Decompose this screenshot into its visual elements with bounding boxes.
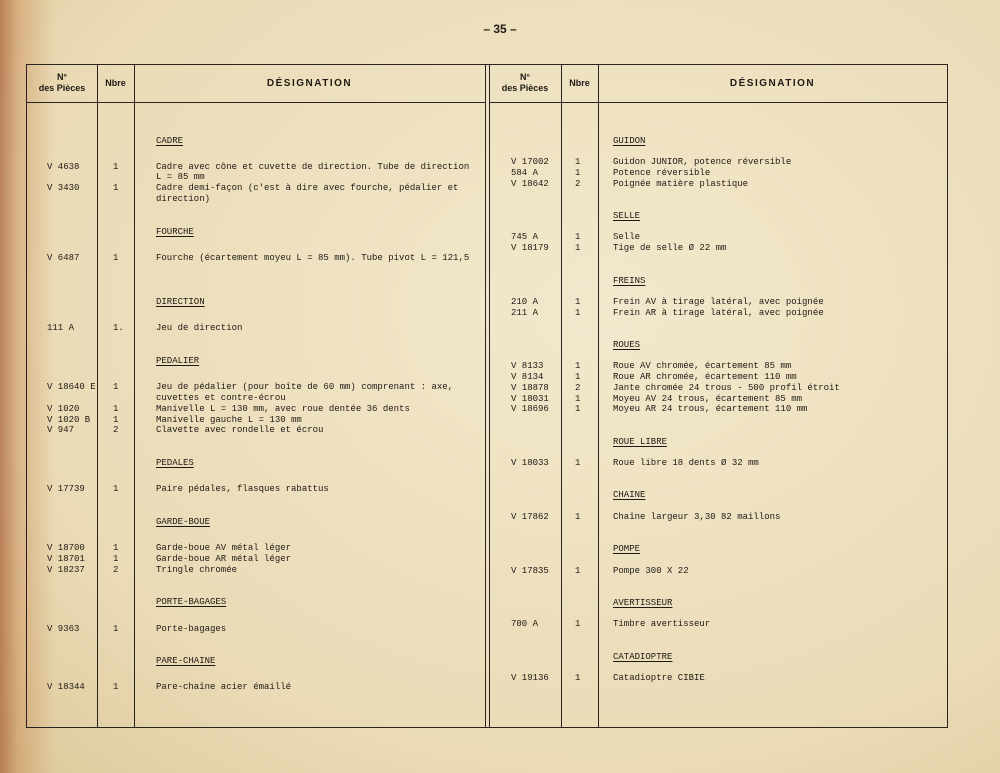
- part-ref: 745 A: [511, 232, 539, 242]
- part-qty: 1: [113, 415, 119, 425]
- part-qty: 1: [575, 243, 581, 253]
- header-text: N°: [519, 72, 531, 82]
- header-text: des Pièces: [501, 83, 549, 93]
- column-divider: [561, 65, 562, 727]
- part-qty: 1: [575, 372, 581, 382]
- section-pompe: POMPE: [613, 544, 641, 554]
- part-designation: Cadre demi-façon (c'est à dire avec fourche, pédalier et: [156, 183, 459, 193]
- header-text: DÉSIGNATION: [729, 77, 816, 89]
- column-divider: [598, 65, 599, 727]
- part-qty: 1: [113, 682, 119, 692]
- header-text: Nbre: [105, 77, 126, 88]
- part-designation: Fourche (écartement moyeu L = 85 mm). Tube pivot L = 121,5: [156, 253, 470, 263]
- part-ref: V 17739: [47, 484, 85, 494]
- part-ref: V 18344: [47, 682, 85, 692]
- header-piece-number: [489, 65, 561, 101]
- section-chaine: CHAINE: [613, 490, 646, 500]
- part-qty: 1: [113, 554, 119, 564]
- part-qty: 1: [575, 394, 581, 404]
- part-ref: V 18642: [511, 179, 549, 189]
- header-divider: [489, 102, 947, 103]
- header-divider: [27, 102, 485, 103]
- part-ref: V 18031: [511, 394, 549, 404]
- part-designation: Selle: [613, 232, 641, 242]
- part-ref: V 19136: [511, 673, 549, 683]
- part-designation: Tige de selle Ø 22 mm: [613, 243, 727, 253]
- part-qty: 1: [113, 624, 119, 634]
- part-ref: V 18640 E: [47, 382, 96, 392]
- part-qty: 2: [113, 425, 119, 435]
- part-designation: Cadre avec cône et cuvette de direction. Tube de direction: [156, 162, 470, 172]
- part-ref: V 17002: [511, 157, 549, 167]
- section-fourche: FOURCHE: [156, 227, 194, 237]
- header-count: [561, 65, 598, 101]
- part-designation: Potence réversible: [613, 168, 711, 178]
- part-ref: V 947: [47, 425, 75, 435]
- part-qty: 1: [575, 168, 581, 178]
- part-designation: Chaîne largeur 3,30 82 maillons: [613, 512, 781, 522]
- part-designation: Garde-boue AR métal léger: [156, 554, 292, 564]
- part-qty: 2: [575, 383, 581, 393]
- part-ref: V 18700: [47, 543, 85, 553]
- section-garde-boue: GARDE-BOUE: [156, 517, 211, 527]
- part-ref: V 1020 B: [47, 415, 91, 425]
- part-ref: 584 A: [511, 168, 539, 178]
- part-ref: 111 A: [47, 323, 75, 333]
- part-designation: Moyeu AV 24 trous, écartement 85 mm: [613, 394, 803, 404]
- section-freins: FREINS: [613, 276, 646, 286]
- part-designation: Roue AV chromée, écartement 85 mm: [613, 361, 792, 371]
- header-text: des Pièces: [38, 83, 86, 93]
- part-qty: 1: [575, 232, 581, 242]
- header-designation: [598, 65, 947, 101]
- header-piece-number: [27, 65, 97, 101]
- column-divider: [134, 65, 135, 727]
- part-designation: Porte-bagages: [156, 624, 227, 634]
- column-divider: [485, 65, 486, 727]
- part-qty: 2: [575, 179, 581, 189]
- section-roue-libre: ROUE LIBRE: [613, 437, 668, 447]
- header-count: [97, 65, 134, 101]
- column-divider: [489, 65, 490, 727]
- part-ref: V 8134: [511, 372, 544, 382]
- part-ref: 211 A: [511, 308, 539, 318]
- section-roues: ROUES: [613, 340, 641, 350]
- section-avertisseur: AVERTISSEUR: [613, 598, 673, 608]
- part-designation: Roue libre 18 dents Ø 32 mm: [613, 458, 759, 468]
- part-qty: 1: [575, 619, 581, 629]
- part-ref: V 18701: [47, 554, 85, 564]
- part-designation: Roue AR chromée, écartement 110 mm: [613, 372, 797, 382]
- parts-table: [26, 64, 948, 728]
- part-designation: direction): [156, 194, 211, 204]
- part-qty: 1: [113, 253, 119, 263]
- part-ref: V 18696: [511, 404, 549, 414]
- part-ref: 700 A: [511, 619, 539, 629]
- part-ref: V 6487: [47, 253, 80, 263]
- part-ref: V 9363: [47, 624, 80, 634]
- section-catadioptre: CATADIOPTRE: [613, 652, 673, 662]
- part-designation: Frein AV à tirage latéral, avec poignée: [613, 297, 824, 307]
- section-guidon: GUIDON: [613, 136, 646, 146]
- part-designation: Moyeu AR 24 trous, écartement 110 mm: [613, 404, 808, 414]
- header-designation: [134, 65, 485, 101]
- part-ref: V 1020: [47, 404, 80, 414]
- part-qty: 1: [575, 308, 581, 318]
- header-text: DÉSIGNATION: [266, 77, 353, 89]
- part-designation: Pare-chaîne acier émaillé: [156, 682, 292, 692]
- part-ref: V 18878: [511, 383, 549, 393]
- part-qty: 1: [575, 361, 581, 371]
- part-designation: Frein AR à tirage latéral, avec poignée: [613, 308, 824, 318]
- part-designation: Catadioptre CIBIE: [613, 673, 705, 683]
- part-qty: 1: [575, 458, 581, 468]
- part-designation: Guidon JUNIOR, potence réversible: [613, 157, 792, 167]
- part-qty: 1: [113, 404, 119, 414]
- section-pedalier: PEDALIER: [156, 356, 200, 366]
- part-designation: Jeu de pédalier (pour boîte de 60 mm) comprenant : axe,: [156, 382, 454, 392]
- part-qty: 1: [113, 183, 119, 193]
- part-qty: 1: [575, 297, 581, 307]
- part-qty: 1: [113, 484, 119, 494]
- part-qty: 1.: [113, 323, 124, 333]
- part-designation: Paire pédales, flasques rabattus: [156, 484, 329, 494]
- part-ref: V 17862: [511, 512, 549, 522]
- section-pare-chaine: PARE-CHAINE: [156, 656, 216, 666]
- part-designation: Jeu de direction: [156, 323, 243, 333]
- part-qty: 1: [575, 404, 581, 414]
- part-ref: V 17835: [511, 566, 549, 576]
- part-ref: V 4638: [47, 162, 80, 172]
- part-designation: Timbre avertisseur: [613, 619, 711, 629]
- part-ref: V 18033: [511, 458, 549, 468]
- section-direction: DIRECTION: [156, 297, 205, 307]
- part-designation: Manivelle L = 130 mm, avec roue dentée 36 dents: [156, 404, 410, 414]
- part-ref: V 8133: [511, 361, 544, 371]
- part-qty: 1: [575, 157, 581, 167]
- part-designation: Garde-boue AV métal léger: [156, 543, 292, 553]
- part-qty: 1: [113, 162, 119, 172]
- part-qty: 1: [113, 382, 119, 392]
- part-designation: Manivelle gauche L = 130 mm: [156, 415, 302, 425]
- part-qty: 1: [575, 512, 581, 522]
- part-ref: 210 A: [511, 297, 539, 307]
- column-divider: [97, 65, 98, 727]
- section-porte-bagages: PORTE-BAGAGES: [156, 597, 227, 607]
- part-qty: 2: [113, 565, 119, 575]
- part-qty: 1: [575, 673, 581, 683]
- part-designation: cuvettes et contre-écrou: [156, 393, 286, 403]
- part-designation: Clavette avec rondelle et écrou: [156, 425, 324, 435]
- header-text: N°: [56, 72, 68, 82]
- header-text: Nbre: [569, 77, 590, 88]
- part-qty: 1: [113, 543, 119, 553]
- part-qty: 1: [575, 566, 581, 576]
- part-ref: V 3430: [47, 183, 80, 193]
- section-cadre: CADRE: [156, 136, 184, 146]
- part-ref: V 18237: [47, 565, 85, 575]
- part-designation: Jante chromée 24 trous - 500 profil étroit: [613, 383, 840, 393]
- part-designation: L = 85 mm: [156, 172, 205, 182]
- section-selle: SELLE: [613, 211, 641, 221]
- part-designation: Poignée matière plastique: [613, 179, 749, 189]
- page-number: – 35 –: [483, 22, 517, 36]
- part-ref: V 18179: [511, 243, 549, 253]
- part-designation: Pompe 300 X 22: [613, 566, 689, 576]
- part-designation: Tringle chromée: [156, 565, 238, 575]
- section-pedales: PEDALES: [156, 458, 194, 468]
